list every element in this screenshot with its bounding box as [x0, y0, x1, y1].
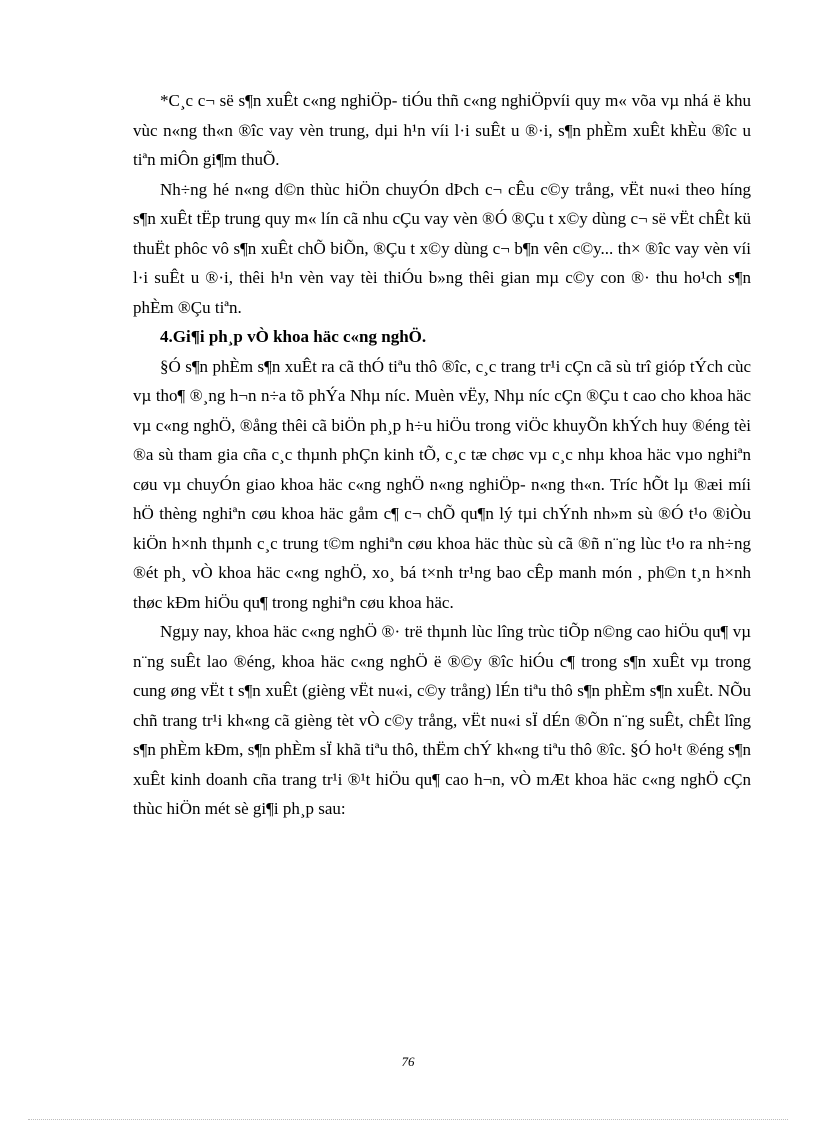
page-bottom-border [28, 1119, 788, 1120]
paragraph-product-consumption: §Ó s¶n phÈm s¶n xuÊt ra cã thÓ tiªu thô ®îc, c¸c trang tr¹i cÇn cã sù trî gióp tÝch cùc vµ tho¶ ®¸ng h¬n n÷a tõ phÝa Nhµ níc. Muèn vËy, Nhµ níc cÇn ®Çu t cao cho khoa häc vµ c«ng nghÖ, ®ång thêi cã biÖn ph¸p h÷u hiÖu trong viÖc khuyÕn khÝch huy ®éng tèi ®a sù tham gia cña c¸c thµnh phÇn kinh tÕ, c¸c tæ chøc vµ c¸c nhµ khoa häc vµo nghiªn cøu vµ chuyÓn giao khoa häc c«ng nghÖ n«ng nghiÖp- n«ng th«n. Tríc hÕt lµ ®æi míi hÖ thèng nghiªn cøu khoa häc gåm c¶ c¬ chÕ qu¶n lý tµi chÝnh nh»m sù ®Ó t¹o ®iÒu kiÖn h×nh thµnh c¸c trung t©m nghiªn cøu khoa häc thùc sù cã ®ñ n¨ng lùc t¹o ra nh÷ng ®ét ph¸ vÒ khoa häc c«ng nghÖ, xo¸ bá t×nh tr¹ng bao cÊp manh món , ph©n t¸n h×nh thøc kÐm hiÖu qu¶ trong nghiªn cøu khoa häc. [133, 356, 751, 612]
paragraph-farm-households: Nh÷ng hé n«ng d©n thùc hiÖn chuyÓn dÞch c¬ cÊu c©y trång, vËt nu«i theo híng s¶n xuÊt tËp trung quy m« lín cã nhu cÇu vay vèn ®Ó ®Çu t x©y dùng c¬ së vËt chÊt kü thuËt phôc vô s¶n xuÊt chÕ biÕn, ®Çu t x©y dùng c¬ b¶n vên c©y... th× ®îc vay vèn víi l·i suÊt u ®·i, thêi h¹n vèn vay tèi thiÓu b»ng thêi gian mµ c©y con ®· thu ho¹ch s¶n phÈm ®Çu tiªn. [133, 179, 751, 317]
page-body [133, 86, 751, 824]
paragraph-industrial-facilities: *C¸c c¬ së s¶n xuÊt c«ng nghiÖp- tiÓu thñ c«ng nghiÖpvíi quy m« võa vµ nhá ë khu vùc n«ng th«n ®îc vay vèn trung, dµi h¹n víi l·i suÊt u ®·i, s¶n phÈm xuÊt khÈu ®îc u tiªn miÔn gi¶m thuÕ. [133, 91, 751, 169]
page-number: 76 [401, 1054, 415, 1069]
section-heading: 4.Gi¶i ph¸p vÒ khoa häc c«ng nghÖ. [160, 327, 427, 346]
paragraph-science-technology: Ngµy nay, khoa häc c«ng nghÖ ®· trë thµnh lùc lîng trùc tiÕp n©ng cao hiÖu qu¶ vµ n¨ng suÊt lao ®éng, khoa häc c«ng nghÖ ë ®©y ®îc hiÓu c¶ trong s¶n xuÊt vµ trong cung øng vËt t s¶n xuÊt (gièng vËt nu«i, c©y trång) lÉn tiªu thô s¶n phÈm s¶n xuÊt. NÕu chñ trang tr¹i kh«ng cã gièng tèt vÒ c©y trång, vËt nu«i sÏ dÉn ®Õn n¨ng suÊt, chÊt lîng s¶n phÈm kÐm, s¶n phÈm sÏ khã tiªu thô, thËm chÝ kh«ng tiªu thô ®îc. §Ó ho¹t ®éng s¶n xuÊt kinh doanh cña trang tr¹i ®¹t hiÖu qu¶ cao h¬n, vÒ mÆt khoa häc c«ng nghÖ cÇn thùc hiÖn mét sè gi¶i ph¸p sau: [133, 622, 751, 818]
